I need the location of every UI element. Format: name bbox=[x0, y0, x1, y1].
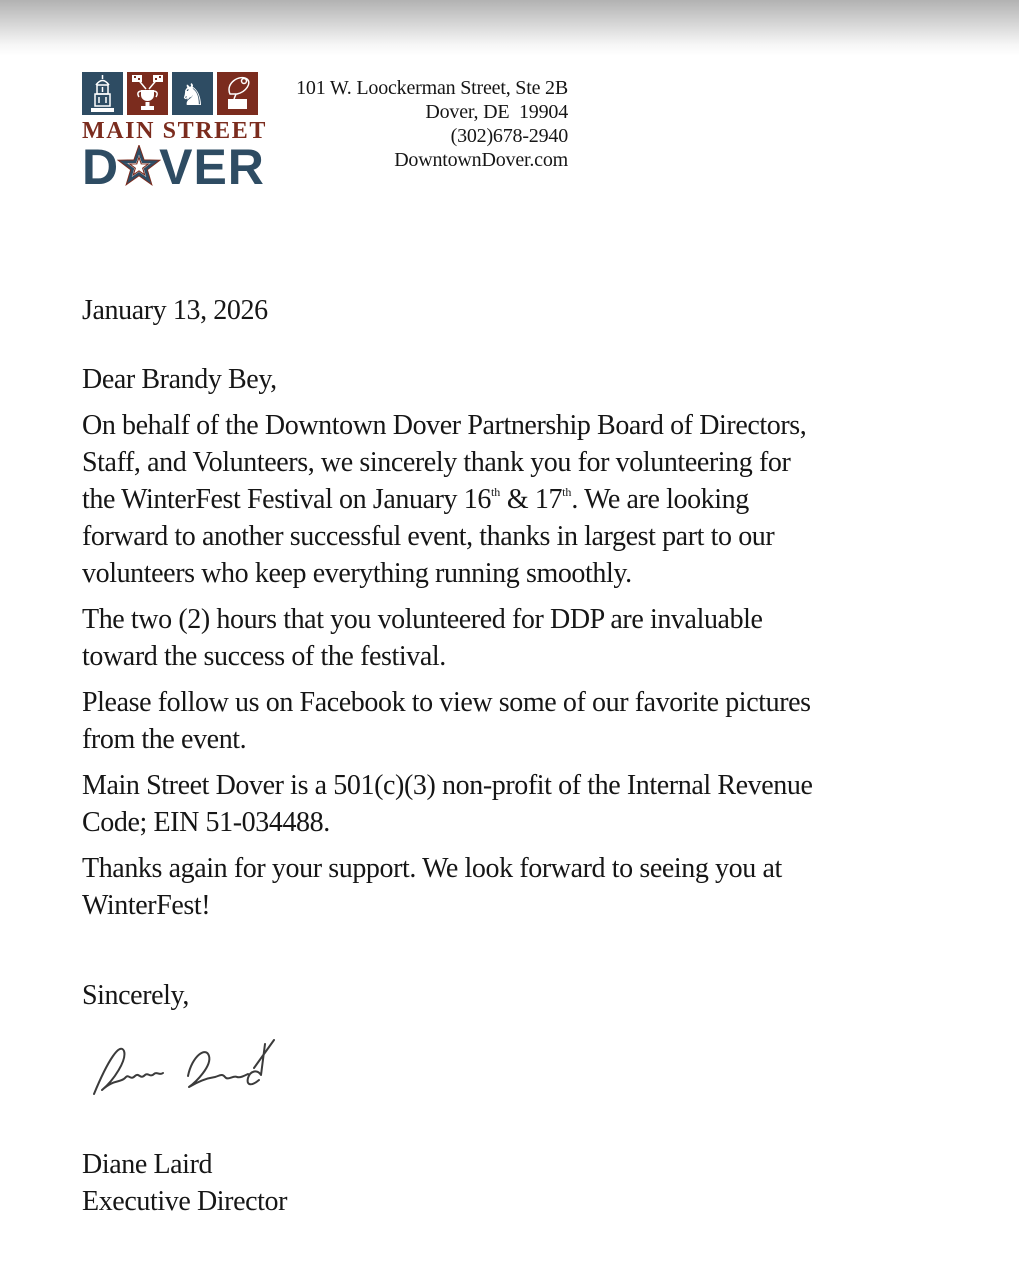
logo-dover-text bbox=[82, 139, 265, 195]
signer-block bbox=[82, 1146, 952, 1220]
paragraph-line: Code; EIN 51-034488. bbox=[82, 807, 330, 838]
address-block bbox=[268, 72, 568, 172]
text-run: & 17 bbox=[500, 484, 563, 515]
tile-gramophone bbox=[217, 72, 258, 115]
paragraph-line: Thanks again for your support. We look forward to seeing you at bbox=[82, 853, 782, 884]
paragraph-4 bbox=[82, 767, 952, 841]
gramophone-icon bbox=[217, 72, 258, 115]
paragraph-3 bbox=[82, 684, 952, 758]
paragraph-5 bbox=[82, 850, 952, 924]
address-phone: (302)678-2940 bbox=[450, 125, 568, 147]
salutation: Dear Brandy Bey, bbox=[82, 364, 277, 395]
address-street: 101 W. Loockerman Street, Ste 2B bbox=[296, 77, 568, 99]
scan-top-shadow bbox=[0, 0, 1019, 56]
church-tower-icon bbox=[82, 72, 123, 115]
svg-text:♞: ♞ bbox=[179, 78, 206, 113]
signature-image bbox=[88, 1030, 952, 1108]
text-run: . We are looking bbox=[571, 484, 749, 515]
text-run: the WinterFest Festival on January 16 bbox=[82, 484, 491, 515]
letter-body bbox=[82, 292, 952, 1220]
address-city: Dover, DE 19904 bbox=[425, 101, 568, 123]
paragraph-line: from the event. bbox=[82, 724, 247, 755]
superscript-th: th bbox=[562, 485, 572, 499]
handwritten-signature-icon bbox=[88, 1030, 288, 1108]
closing: Sincerely, bbox=[82, 980, 189, 1011]
main-street-dover-logo bbox=[82, 72, 267, 195]
logo-tiles bbox=[82, 72, 260, 115]
paragraph-line: Please follow us on Facebook to view some of our favorite pictures bbox=[82, 687, 811, 718]
paragraph-line: toward the success of the festival. bbox=[82, 641, 446, 672]
paragraph-line bbox=[82, 481, 952, 518]
paragraph-1 bbox=[82, 407, 952, 592]
superscript-th: th bbox=[490, 485, 501, 499]
paragraph-line: On behalf of the Downtown Dover Partnership Board of Directors, bbox=[82, 410, 807, 441]
signer-name: Diane Laird bbox=[82, 1149, 213, 1180]
paragraph-line: The two (2) hours that you volunteered for DDP are invaluable bbox=[82, 604, 763, 635]
letterhead bbox=[82, 72, 952, 195]
star-o-icon bbox=[117, 145, 161, 189]
logo-dover-ver: VER bbox=[159, 139, 265, 195]
letter-page bbox=[82, 72, 952, 1220]
paragraph-line: Staff, and Volunteers, we sincerely thank you for volunteering for bbox=[82, 447, 791, 478]
paragraph-2 bbox=[82, 601, 952, 675]
paragraph-line: Main Street Dover is a 501(c)(3) non-profit of the Internal Revenue bbox=[82, 770, 813, 801]
logo-main-street-text: MAIN STREET bbox=[82, 118, 267, 144]
signer-title: Executive Director bbox=[82, 1186, 288, 1217]
tile-horse-rider bbox=[172, 72, 213, 115]
paragraph-line: volunteers who keep everything running smoothly. bbox=[82, 558, 632, 589]
tile-church bbox=[82, 72, 123, 115]
trophy-flags-icon bbox=[127, 72, 168, 115]
letter-date: January 13, 2026 bbox=[82, 295, 268, 326]
tile-trophy-flags bbox=[127, 72, 168, 115]
paragraph-line: forward to another successful event, thanks in largest part to our bbox=[82, 521, 775, 552]
horse-rider-icon bbox=[172, 72, 213, 115]
address-website: DowntownDover.com bbox=[394, 149, 568, 171]
paragraph-line: WinterFest! bbox=[82, 890, 211, 921]
logo-dover-d: D bbox=[82, 139, 120, 195]
